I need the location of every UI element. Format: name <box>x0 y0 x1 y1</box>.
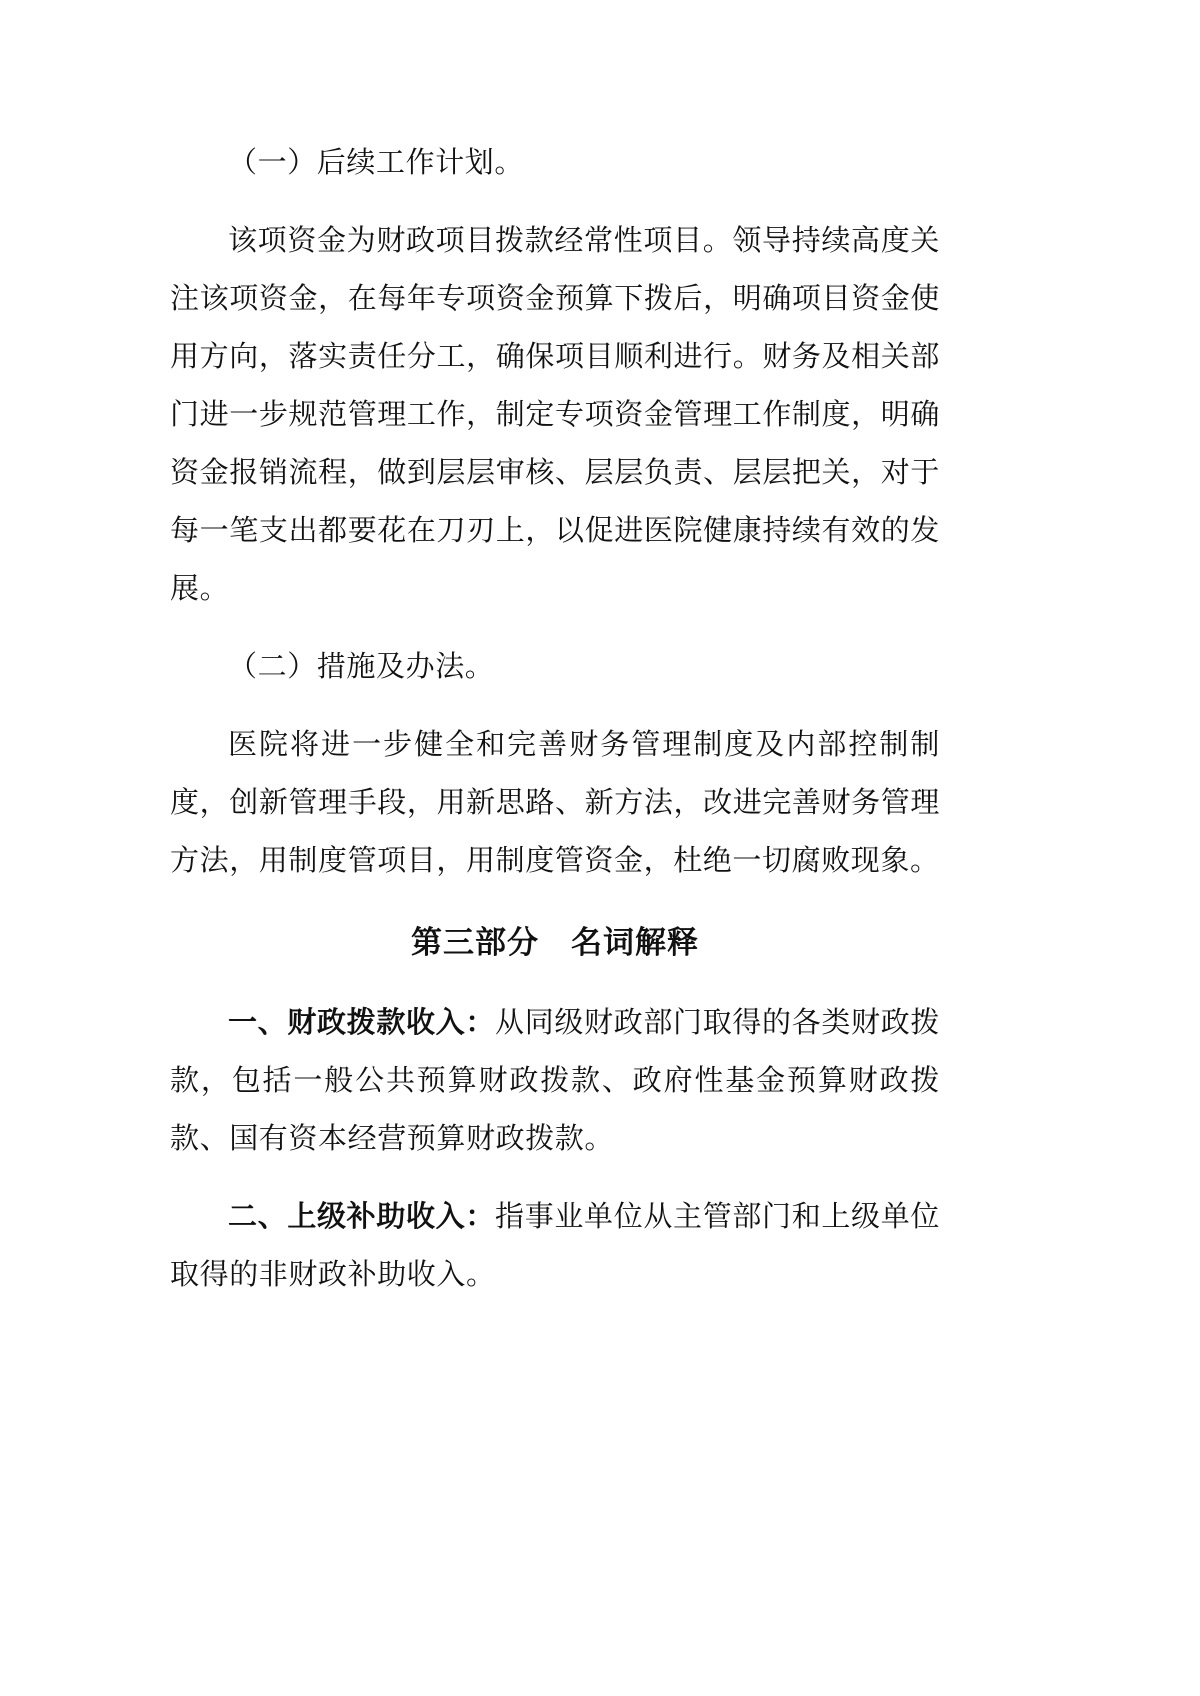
definition-fiscal-appropriation <box>170 993 940 1167</box>
document-body <box>170 133 940 1323</box>
definition-text: 指事业单位从主管部门和上级单位取得的非财政补助收入。 <box>170 1199 940 1291</box>
definition-text: 从同级财政部门取得的各类财政拨款，包括一般公共预算财政拨款、政府性基金预算财政拨款、国有资本经营预算财政拨款。 <box>170 1005 940 1155</box>
definition-term: 一、财政拨款收入： <box>228 1005 496 1039</box>
definition-superior-subsidy <box>170 1187 940 1303</box>
plan-heading: （一）后续工作计划。 <box>228 145 525 179</box>
definition-term: 二、上级补助收入： <box>228 1199 496 1233</box>
plan-paragraph: 该项资金为财政项目拨款经常性项目。领导持续高度关注该项资金，在每年专项资金预算下拨后，明确项目资金使用方向，落实责任分工，确保项目顺利进行。财务及相关部门进一步规范管理工作，制定专项资金管理工作制度，明确资金报销流程，做到层层审核、层层负责、层层把关，对于每一笔支出都要花在刀刃上，以促进医院健康持续有效的发展。 <box>170 223 940 605</box>
part-three-title: 第三部分 名词解释 <box>411 925 699 961</box>
measures-heading: （二）措施及办法。 <box>228 649 495 683</box>
measures-paragraph: 医院将进一步健全和完善财务管理制度及内部控制制度，创新管理手段，用新思路、新方法，改进完善财务管理方法，用制度管项目，用制度管资金，杜绝一切腐败现象。 <box>170 727 940 877</box>
